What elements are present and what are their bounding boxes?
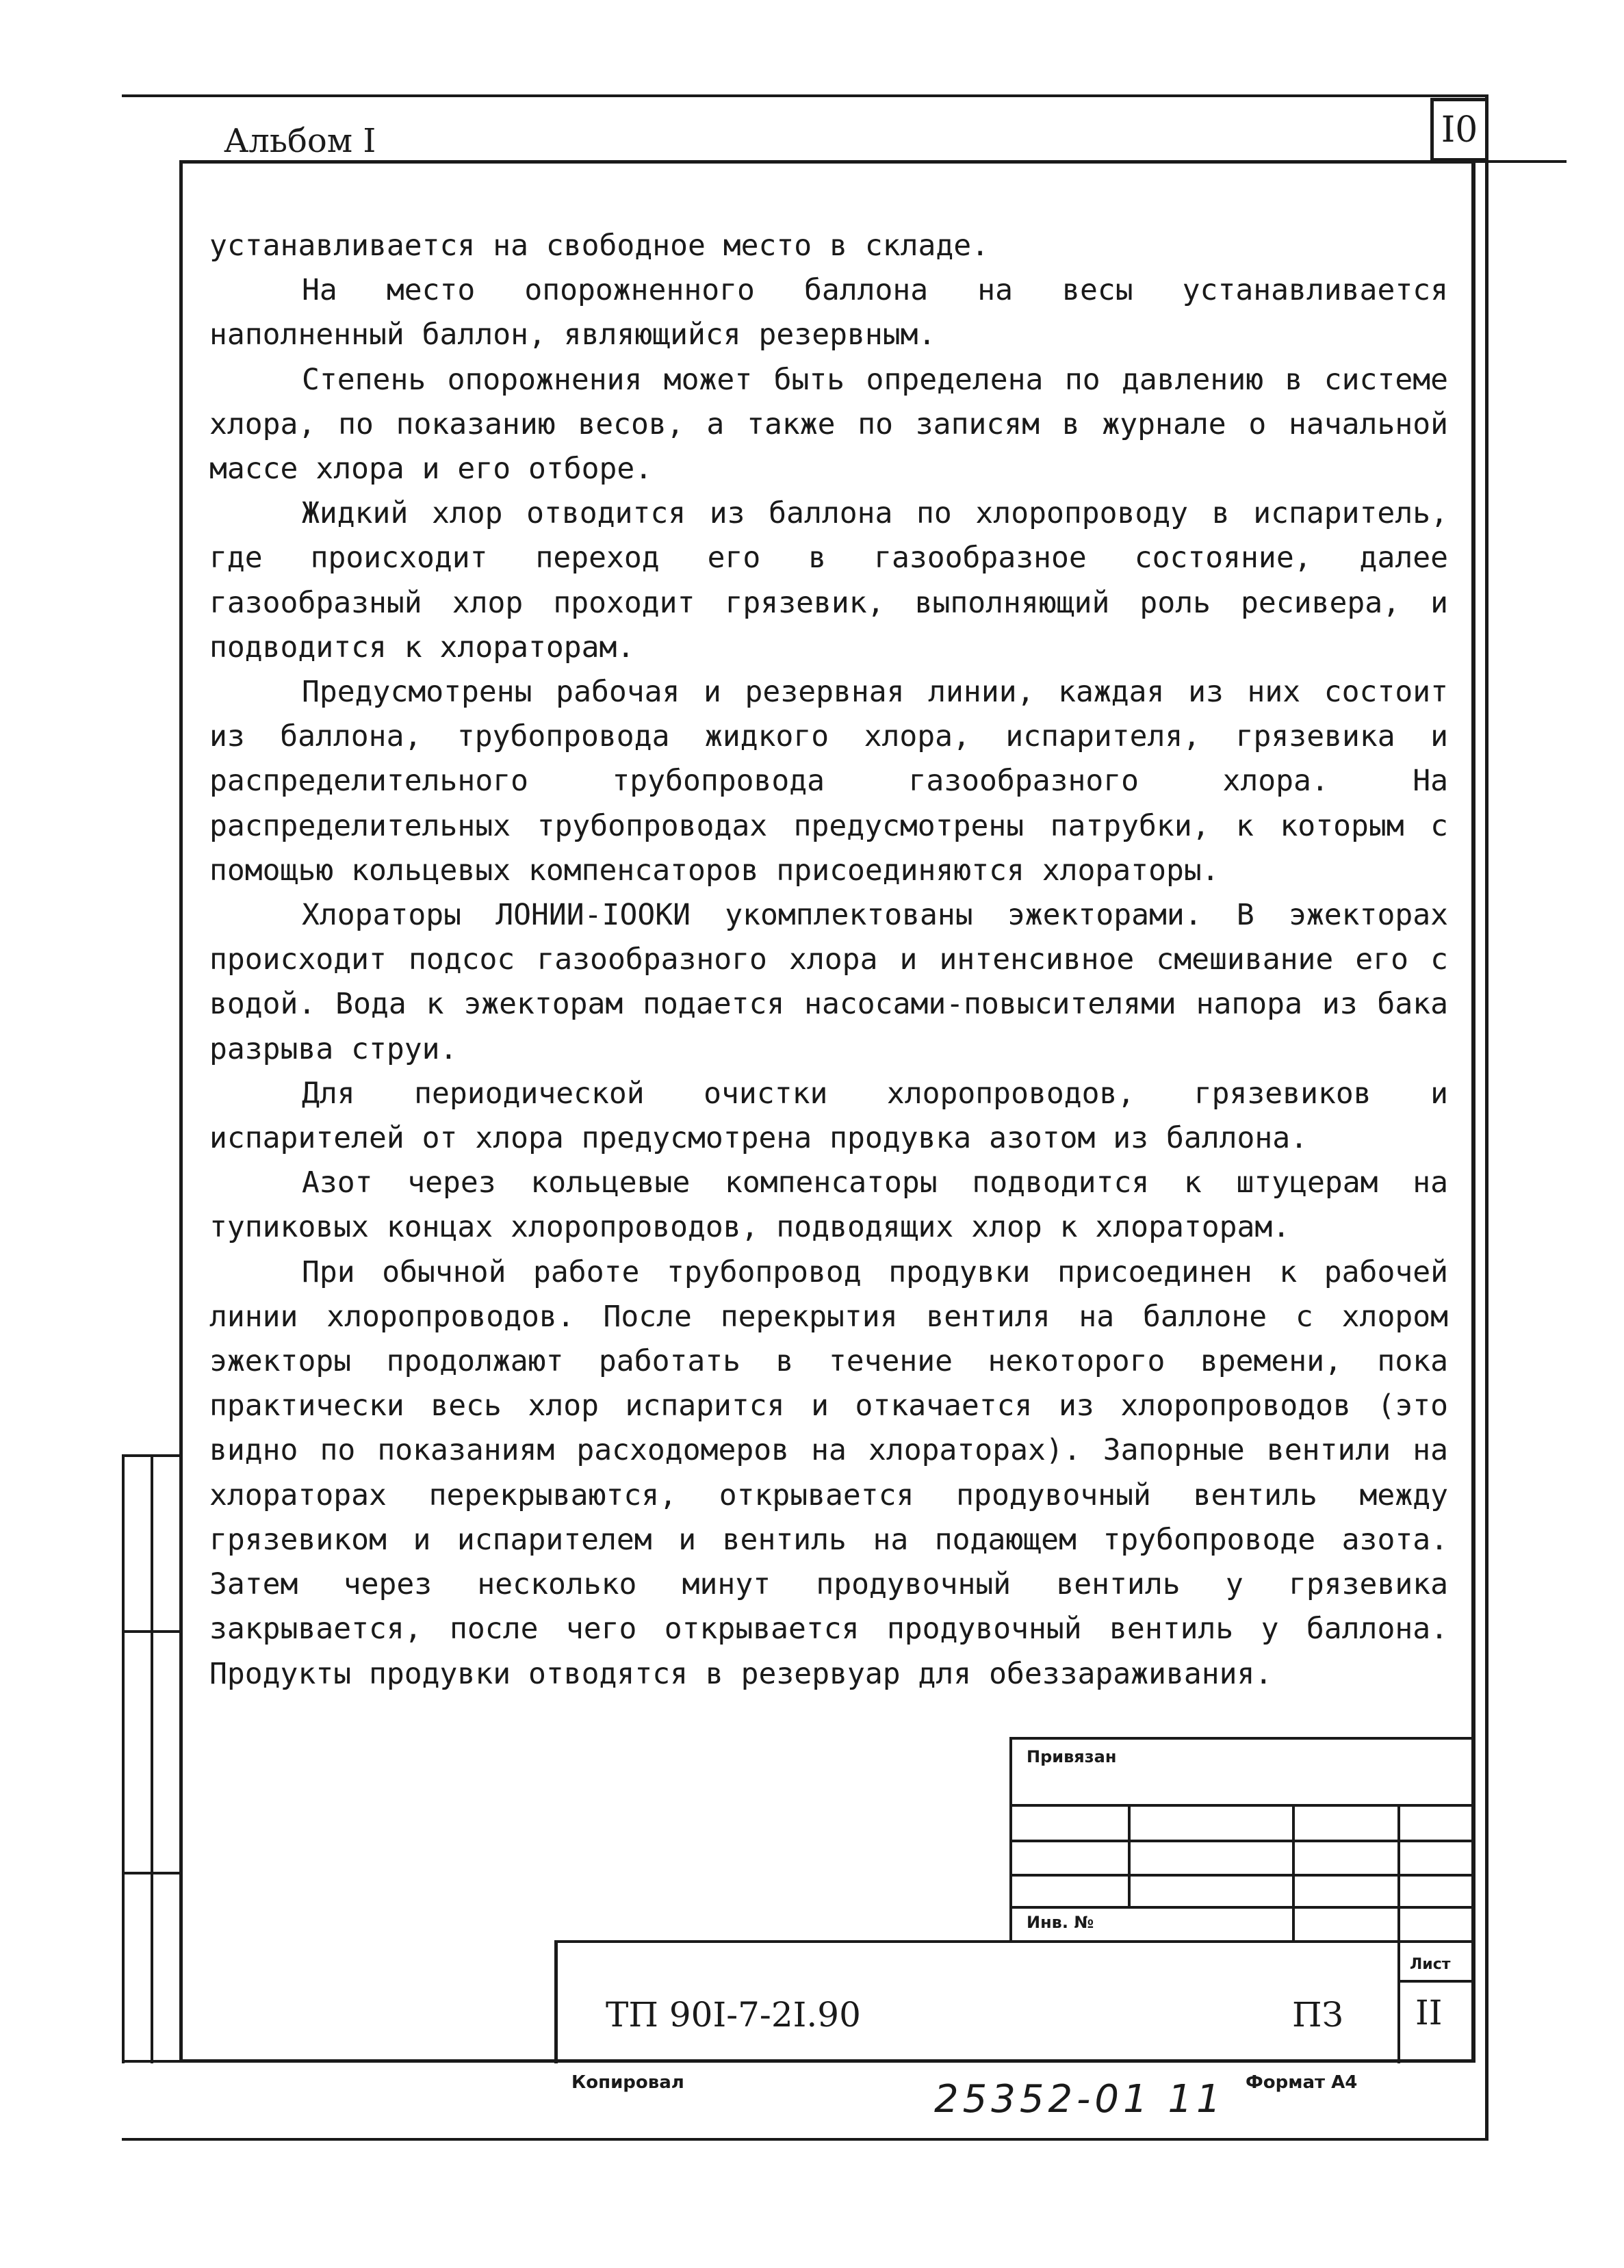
- stamp-vline-1: [1128, 1807, 1131, 1906]
- sheet-label: Лист: [1410, 1956, 1451, 1973]
- stamp-hline-1: [1009, 1840, 1475, 1842]
- bottom-outer-rule: [122, 2138, 1487, 2141]
- paragraph-1: устанавливается на свободное место в складе.: [209, 229, 990, 263]
- album-label: Альбом I: [224, 122, 1567, 163]
- right-outer-rule: [1485, 94, 1488, 2141]
- document-type: ПЗ: [1292, 1995, 1343, 2035]
- left-margin-row-3: [122, 1872, 181, 1874]
- stamp-main-top: [554, 1940, 1475, 1943]
- left-margin-row-2: [122, 1630, 181, 1633]
- top-rule: [122, 94, 1487, 97]
- stamp-hline-3: [1009, 1906, 1475, 1909]
- format-label: Формат А4: [1246, 2072, 1358, 2093]
- stamp-hline-2: [1009, 1874, 1475, 1877]
- document-body: [209, 224, 1448, 1697]
- page-number: I0: [1430, 98, 1488, 162]
- paragraph-2: На место опорожненного баллона на весы устанавливается наполненный баллон, являющийся резервным.: [209, 273, 1448, 352]
- attached-label: Привязан: [1027, 1747, 1117, 1766]
- paragraph-7: Для периодической очистки хлоропроводов, грязевиков и испарителей от хлора предусмотрена продувка азотом из баллона.: [209, 1076, 1448, 1156]
- handwritten-number: 25352-01 11: [934, 2077, 1225, 2122]
- copied-label: Копировал: [571, 2072, 684, 2093]
- left-margin-row-4: [122, 2060, 181, 2063]
- left-margin-vertical-outer: [122, 1454, 125, 2063]
- paragraph-8: Азот через кольцевые компенсаторы подводится к штуцерам на тупиковых концах хлоропроводов, подводящих хлор к хлораторам.: [209, 1165, 1448, 1245]
- document-code: ТП 90I-7-2I.90: [606, 1995, 861, 2035]
- inv-label: Инв. №: [1027, 1913, 1094, 1932]
- paragraph-9: При обычной работе трубопровод продувки присоединен к рабочей линии хлоропроводов. После перекрытия вентиля на баллоне с хлором эжекторы продолжают работать в течение некоторого времени, пока практически весь хлор испарится и откачается из хлоропроводов (это видно по показаниям расходомеров на хлораторах). Запорные вентили на хлораторах перекрываются, открывается продувочный вентиль между грязевиком и испарителем и вентиль на подающем трубопроводе азота. Затем через несколько минут продувочный вентиль у грязевика закрывается, после чего открывается продувочный вентиль у баллона. Продукты продувки отводятся в резервуар для обеззараживания.: [209, 1254, 1448, 1691]
- sheet-cell-left: [1397, 1940, 1400, 2063]
- stamp-vline-left: [1009, 1737, 1012, 1942]
- paragraph-3: Степень опорожнения может быть определена по давлению в системе хлора, по показанию весов, а также по записям в журнале о начальной массе хлора и его отборе.: [209, 362, 1448, 487]
- paragraph-4: Жидкий хлор отводится из баллона по хлоропроводу в испаритель, где происходит переход его в газообразное состояние, далее газообразный хлор проходит грязевик, выполняющий роль ресивера, и подводится к хлораторам.: [209, 496, 1448, 665]
- left-margin-vertical-inner: [151, 1454, 153, 2063]
- stamp-vline-3: [1397, 1807, 1400, 1942]
- left-margin-row-1: [122, 1454, 181, 1457]
- stamp-main-left: [554, 1940, 558, 2063]
- paragraph-6: Хлораторы ЛОНИИ-IOOКИ укомплектованы эжекторами. В эжекторах происходит подсос газообразного хлора и интенсивное смешивание его с водой. Вода к эжекторам подается насосами-повысителями напора из бака разрыва струи.: [209, 898, 1448, 1066]
- paragraph-5: Предусмотрены рабочая и резервная линии, каждая из них состоит из баллона, трубопровода жидкого хлора, испарителя, грязевика и распределительного трубопровода газообразного хлора. На распределительных трубопроводах предусмотрены патрубки, к которым с помощью кольцевых компенсаторов присоединяются хлораторы.: [209, 675, 1448, 888]
- stamp-vline-2: [1292, 1807, 1295, 1942]
- sheet-number: II: [1415, 1993, 1443, 2033]
- sheet-cell-divider: [1397, 1980, 1475, 1983]
